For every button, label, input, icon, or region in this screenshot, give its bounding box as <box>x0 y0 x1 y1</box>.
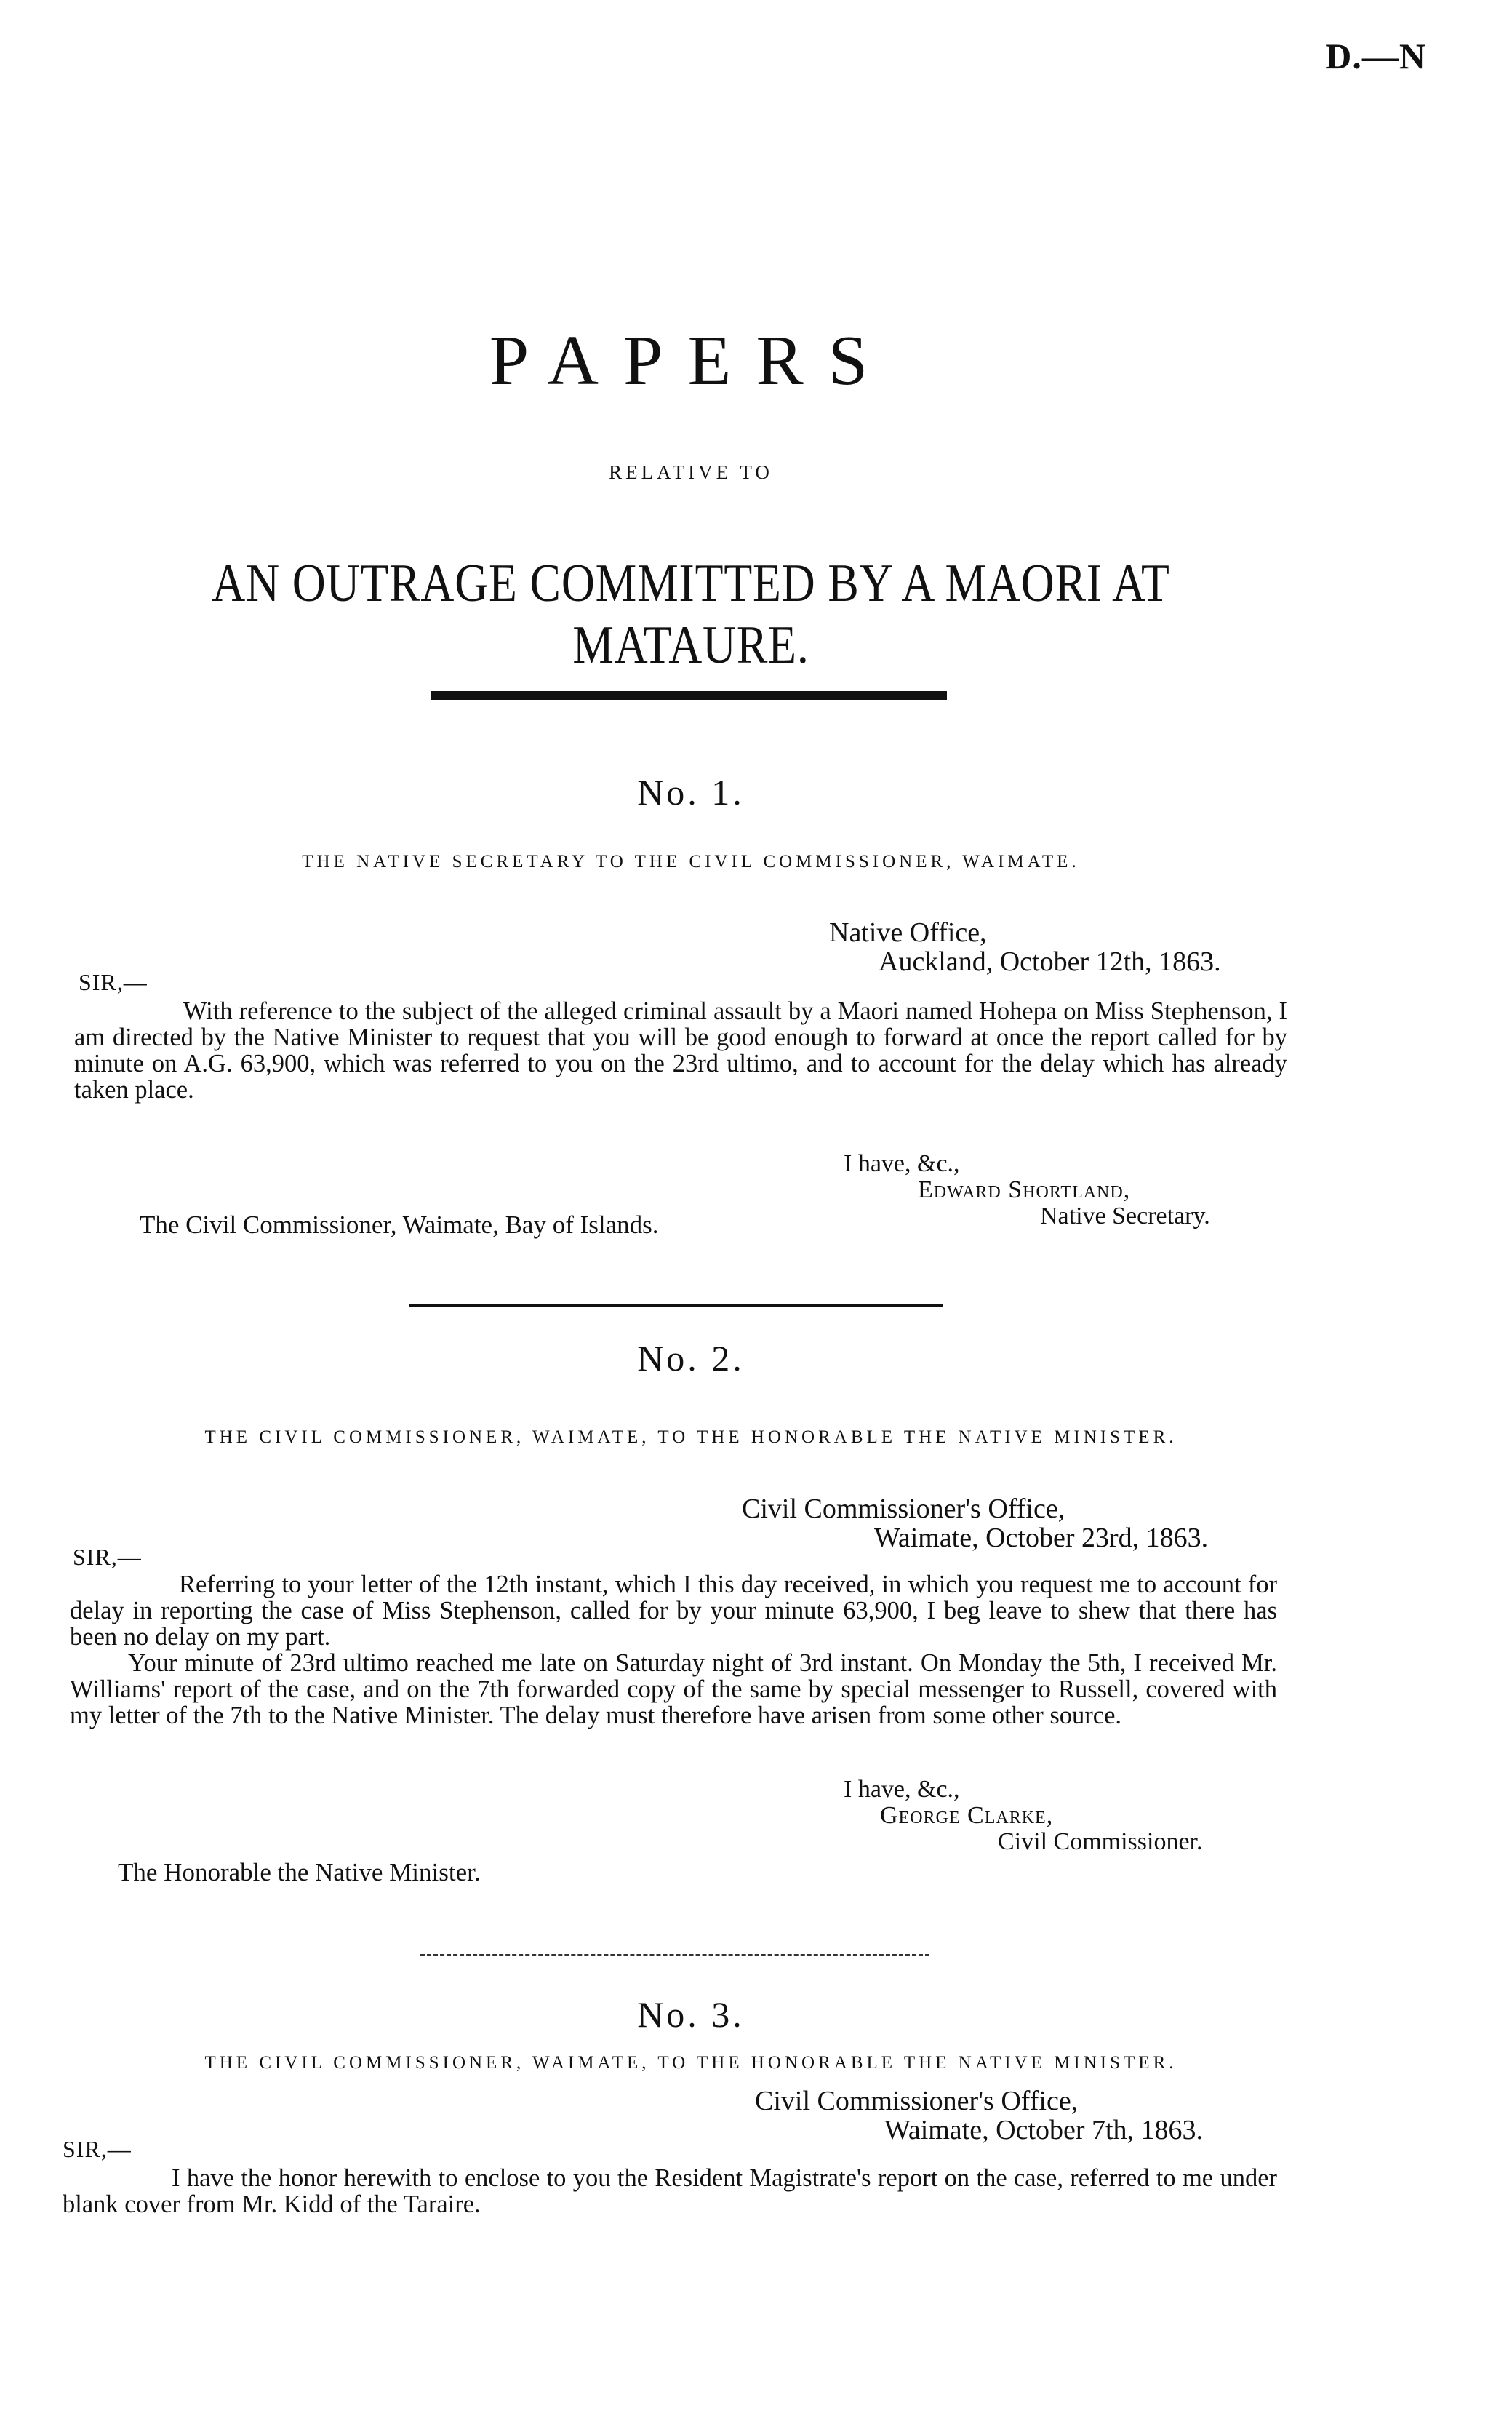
doc-3-address-line-2: Waimate, October 7th, 1863. <box>884 2115 1204 2145</box>
doc-1-address-line-1: Native Office, <box>829 917 987 948</box>
doc-2-address-line-2: Waimate, October 23rd, 1863. <box>874 1523 1209 1553</box>
heavy-divider <box>431 691 947 700</box>
doc-1-header: THE NATIVE SECRETARY TO THE CIVIL COMMISSIONER, WAIMATE. <box>302 852 1080 872</box>
doc-1-paragraph: With reference to the subject of the alleged criminal assault by a Maori named Hohepa on Miss Stephenson, I am directed by the Native Minister to request that you will be good enough to forward at once the report called for by minute on A.G. 63,900, which was referred to you on the 23rd ultimo, and to account for the delay which has already taken place. <box>74 997 1287 1104</box>
doc-2-signatory: George Clarke, <box>880 1802 1054 1829</box>
doc-2-paragraph-1: Referring to your letter of the 12th instant, which I this day received, in which you request me to account for delay in reporting the case of Miss Stephenson, called for by your minute 63,900, I beg leave to shew that there has been no delay on my part. <box>70 1571 1277 1651</box>
doc-1-number: No. 1. <box>637 772 745 813</box>
doc-2-closing: I have, &c., <box>844 1776 960 1803</box>
doc-1-address-line-2: Auckland, October 12th, 1863. <box>879 946 1221 977</box>
dashed-divider <box>420 1954 929 1956</box>
doc-1-closing: I have, &c., <box>844 1150 960 1177</box>
doc-1-signatory-title: Native Secretary. <box>1040 1203 1210 1229</box>
doc-3-header: THE CIVIL COMMISSIONER, WAIMATE, TO THE HONORABLE THE NATIVE MINISTER. <box>204 2053 1177 2073</box>
doc-2-address-line-1: Civil Commissioner's Office, <box>742 1494 1065 1524</box>
doc-2-paragraph-2: Your minute of 23rd ultimo reached me late on Saturday night of 3rd instant. On Monday the 5th, I received Mr. Williams' report of the case, and on the 7th forwarded copy of the same by special messenger to Russell, covered with my letter of the 7th to the Native Minister. The delay must therefore have arisen from some other source. <box>70 1649 1277 1729</box>
doc-2-header: THE CIVIL COMMISSIONER, WAIMATE, TO THE HONORABLE THE NATIVE MINISTER. <box>204 1427 1177 1447</box>
page-reference: D.—N <box>1325 36 1426 76</box>
doc-2-number: No. 2. <box>637 1338 745 1379</box>
divider <box>409 1304 943 1307</box>
doc-3-salutation: SIR,— <box>63 2136 132 2162</box>
doc-3-paragraph: I have the honor herewith to enclose to you the Resident Magistrate's report on the case, referred to me under blank cover from Mr. Kidd of the Taraire. <box>63 2164 1277 2218</box>
doc-1-salutation: SIR,— <box>79 969 148 995</box>
doc-1-recipient: The Civil Commissioner, Waimate, Bay of Islands. <box>140 1211 659 1239</box>
subtitle: RELATIVE TO <box>609 461 773 483</box>
doc-3-address-line-1: Civil Commissioner's Office, <box>755 2086 1079 2116</box>
doc-3-number: No. 3. <box>637 1994 745 2035</box>
page-title: PAPERS <box>489 322 893 400</box>
doc-2-salutation: SIR,— <box>73 1544 142 1570</box>
doc-2-signatory-title: Civil Commissioner. <box>998 1828 1203 1855</box>
doc-2-recipient: The Honorable the Native Minister. <box>118 1858 481 1886</box>
document-heading: AN OUTRAGE COMMITTED BY A MAORI AT MATAURE. <box>212 554 1170 675</box>
doc-1-signatory: Edward Shortland, <box>918 1176 1131 1203</box>
